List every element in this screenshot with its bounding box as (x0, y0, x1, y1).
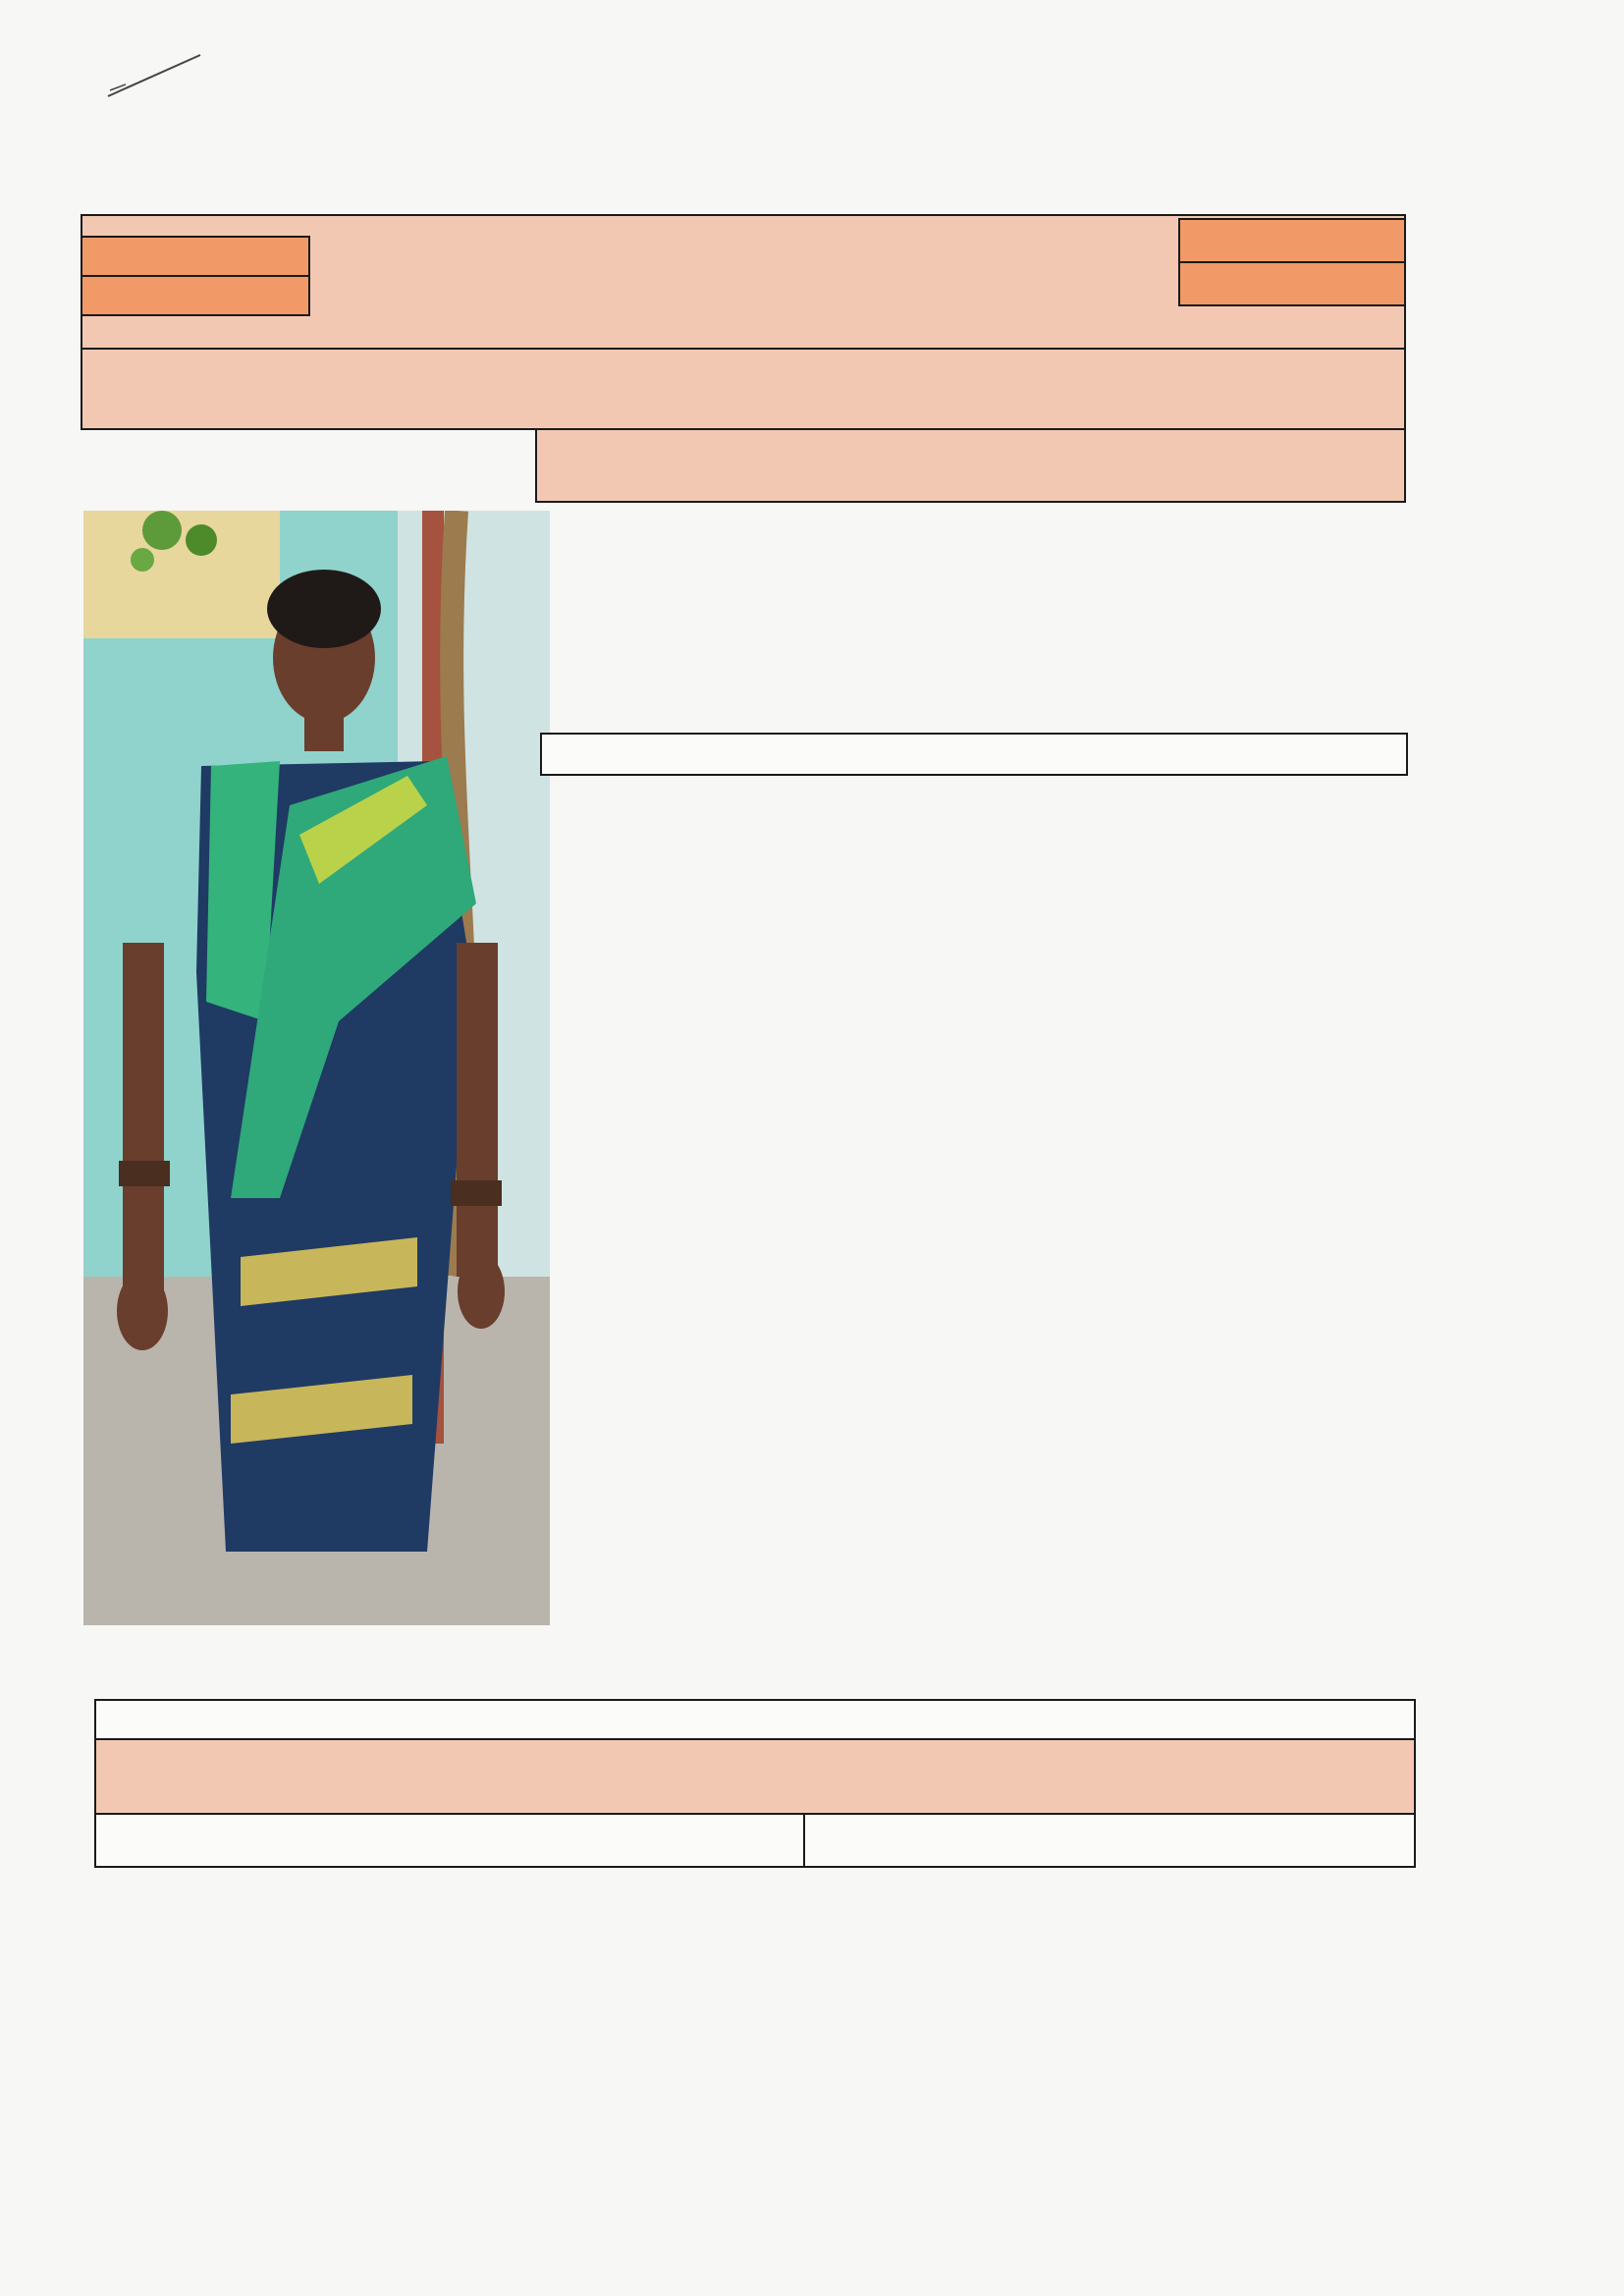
name-value (550, 354, 1041, 424)
phone-right-2 (1178, 261, 1406, 306)
phone-left-1 (81, 236, 310, 277)
note-text (609, 1703, 903, 1736)
phone-left-2 (81, 275, 310, 316)
applicant-photo (83, 511, 550, 1625)
experience-duration (803, 1813, 1416, 1868)
experience-country (94, 1813, 805, 1868)
details-spacer-row (540, 733, 1408, 776)
name-label-ar (1110, 354, 1345, 424)
spacer-band (535, 428, 1406, 503)
experience-title (177, 1740, 687, 1813)
pencil-mark (106, 51, 204, 100)
name-label (147, 354, 461, 424)
experience-title-ar (805, 1738, 1041, 1811)
phone-right-1 (1178, 218, 1406, 263)
agency-name (312, 232, 1180, 301)
